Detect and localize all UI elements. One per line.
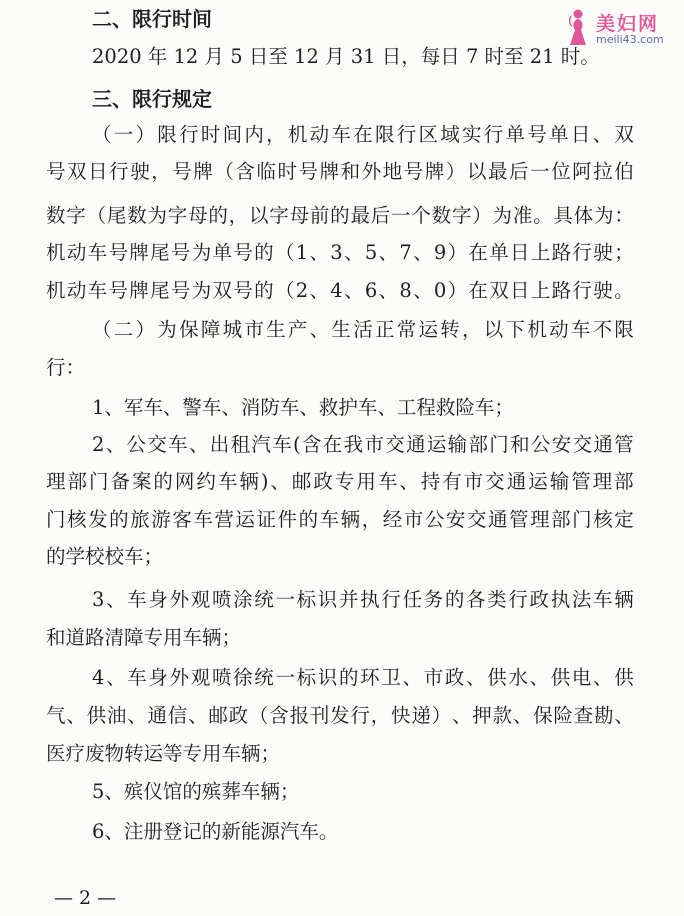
paragraph-line: 数 字 （ 尾 数 为 字 母 的 ， 以 字 母 前 的 最 后 一 个 数 字 ） 为 准 。 具 体 为 ：	[46, 204, 634, 227]
paragraph-line: （ 一 ） 限 行 时 间 内 ， 机 动 车 在 限 行 区 域 实 行 单 号 单 日 、 双	[92, 123, 634, 146]
list-item-2-line: 的学校校车；	[46, 545, 164, 568]
page-number: — 2 —	[54, 887, 117, 909]
paragraph-line: 机 动 车 号 牌 尾 号 为 双 号 的 （ 2 、 4 、 6 、 8 、 0 ） 在 双 日 上 路 行 驶 。	[46, 279, 634, 302]
paragraph-line: 机 动 车 号 牌 尾 号 为 单 号 的 （ 1 、 3 、 5 、 7 、 9 ） 在 单 日 上 路 行 驶 ；	[46, 241, 634, 264]
list-item-1: 1、军车、警车、消防车、救护车、工程救险车；	[92, 396, 514, 419]
watermark-domain: meili43.com	[596, 33, 664, 46]
section-heading-rules: 三、限行规定	[92, 87, 212, 111]
site-watermark	[566, 6, 678, 50]
section-heading-time: 二、限行时间	[92, 7, 212, 31]
paragraph-line: 号 双 日 行 驶 ， 号 牌 （ 含 临 时 号 牌 和 外 地 号 牌 ） 以 最 后 一 位 阿 拉 伯	[46, 160, 634, 183]
paragraph-line: （ 二 ） 为 保 障 城 市 生 产 、 生 活 正 常 运 转 ， 以 下 机 动 车 不 限	[92, 318, 634, 341]
list-item-4: 4 、 车 身 外 观 喷 徐 统 一 标 识 的 环 卫 、 市 政 、 供 水 、 供 电 、 供	[92, 666, 634, 689]
list-item-5: 5、殡仪馆的殡葬车辆；	[92, 780, 300, 803]
list-item-4-line: 医疗废物转运等专用车辆；	[46, 742, 281, 765]
list-item-2-line: 门 核 发 的 旅 游 客 车 营 运 证 件 的 车 辆 ， 经 市 公 安 交 通 管 理 部 门 核 定	[46, 508, 634, 531]
woman-silhouette-logo-icon	[566, 8, 590, 46]
list-item-3-line: 和道路清障专用车辆；	[46, 626, 242, 649]
list-item-3: 3 、 车 身 外 观 喷 涂 统 一 标 识 并 执 行 任 务 的 各 类 行 政 执 法 车 辆	[92, 588, 634, 611]
watermark-site-name: 美妇网	[596, 13, 660, 35]
list-item-2-line: 理 部 门 备 案 的 网 约 车 辆 ) 、 邮 政 专 用 车 、 持 有 市 交 通 运 输 管 理 部	[46, 470, 634, 493]
list-item-2: 2 、 公 交 车 、 出 租 汽 车 ( 含 在 我 市 交 通 运 输 部 门 和 公 安 交 通 管	[92, 433, 634, 456]
list-item-4-line: 气 、 供 油 、 通 信 、 邮 政 （ 含 报 刊 发 行 ， 快 递 ） 、 押 款 、 保 险 查 勘 、	[46, 704, 634, 727]
restriction-time-text: 2020 年 12 月 5 日至 12 月 31 日，每日 7 时至 21 时。	[92, 45, 600, 68]
paragraph-line: 行：	[46, 356, 86, 379]
list-item-6: 6、注册登记的新能源汽车。	[92, 820, 339, 843]
